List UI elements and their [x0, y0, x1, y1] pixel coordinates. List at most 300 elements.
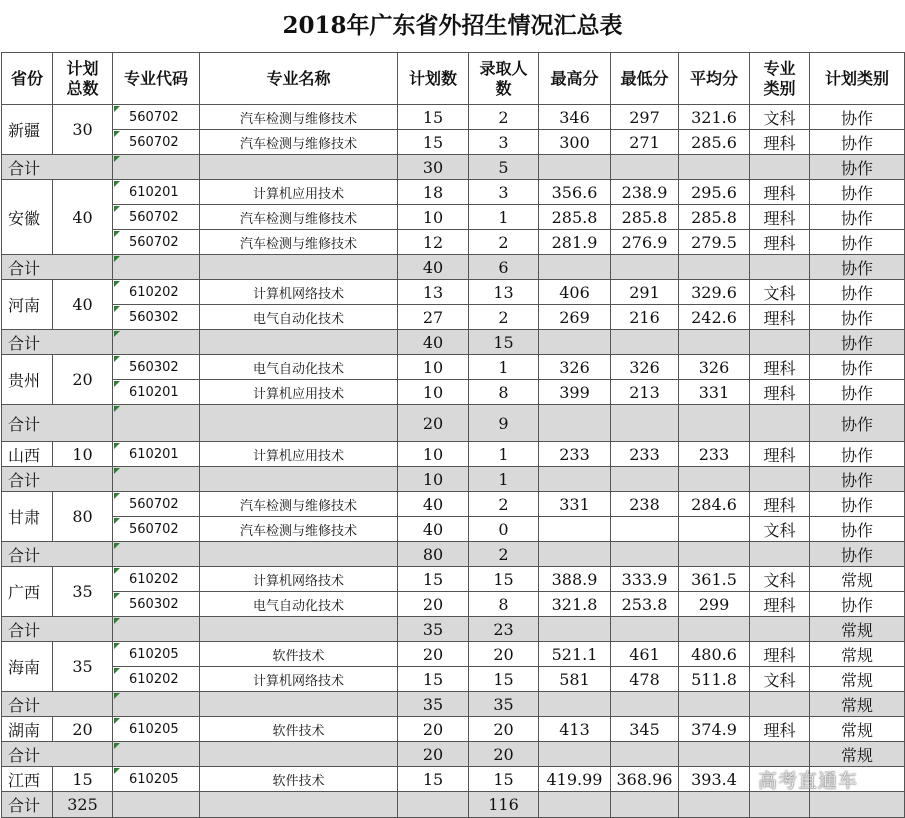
category-cell: 文科 [750, 280, 810, 305]
major-code-cell: 560702 [113, 517, 200, 542]
subtotal-admitted: 2 [469, 542, 539, 567]
subtotal-plan-type: 协作 [810, 467, 905, 492]
plan-type-cell: 常规 [810, 667, 905, 692]
major-name-cell: 软件技术 [200, 717, 398, 742]
subtotal-category-cell [750, 742, 810, 767]
grand-total-plan: 325 [53, 792, 113, 818]
subtotal-name-cell [200, 742, 398, 767]
admitted-cell: 15 [469, 567, 539, 592]
category-cell: 理科 [750, 180, 810, 205]
table-row [2, 130, 905, 155]
subtotal-row [2, 692, 905, 717]
avg-score-cell: 329.6 [679, 280, 750, 305]
table-row [2, 280, 905, 305]
subtotal-code-cell [113, 255, 200, 280]
subtotal-avg-cell [679, 467, 750, 492]
province-cell: 河南 [2, 280, 53, 330]
avg-score-cell: 393.4 [679, 767, 750, 792]
min-score-cell: 326 [611, 355, 679, 380]
admitted-cell: 13 [469, 280, 539, 305]
admitted-cell: 3 [469, 180, 539, 205]
subtotal-name-cell [200, 542, 398, 567]
max-score-cell: 581 [539, 667, 611, 692]
plan-total-cell: 40 [53, 180, 113, 255]
subtotal-plan-type: 协作 [810, 405, 905, 442]
plan-type-cell: 协作 [810, 442, 905, 467]
min-score-cell: 213 [611, 380, 679, 405]
subtotal-row [2, 255, 905, 280]
category-cell: 理科 [750, 205, 810, 230]
subtotal-admitted: 6 [469, 255, 539, 280]
major-name-cell: 计算机网络技术 [200, 667, 398, 692]
avg-score-cell: 285.6 [679, 130, 750, 155]
plan-cell: 20 [398, 642, 469, 667]
major-name-cell: 汽车检测与维修技术 [200, 205, 398, 230]
plan-type-cell: 协作 [810, 380, 905, 405]
admitted-cell: 2 [469, 492, 539, 517]
admitted-cell: 2 [469, 230, 539, 255]
max-score-cell: 356.6 [539, 180, 611, 205]
avg-score-cell: 326 [679, 355, 750, 380]
plan-total-cell: 20 [53, 717, 113, 742]
subtotal-admitted: 20 [469, 742, 539, 767]
admitted-cell: 8 [469, 592, 539, 617]
grand-total-category-cell [750, 792, 810, 818]
min-score-cell [611, 517, 679, 542]
plan-cell: 15 [398, 130, 469, 155]
grand-total-min-cell [611, 792, 679, 818]
subtotal-plan-type: 协作 [810, 255, 905, 280]
subtotal-admitted: 1 [469, 467, 539, 492]
subtotal-max-cell [539, 617, 611, 642]
table-row [2, 667, 905, 692]
avg-score-cell [679, 517, 750, 542]
admitted-cell: 20 [469, 642, 539, 667]
plan-cell: 13 [398, 280, 469, 305]
subtotal-row [2, 467, 905, 492]
subtotal-name-cell [200, 330, 398, 355]
category-cell: 理科 [750, 717, 810, 742]
major-code-cell: 560302 [113, 592, 200, 617]
subtotal-plan: 20 [398, 742, 469, 767]
category-cell: 文科 [750, 567, 810, 592]
header-province: 省份 [2, 53, 53, 105]
plan-type-cell: 协作 [810, 305, 905, 330]
subtotal-max-cell [539, 542, 611, 567]
header-category: 专业类别 [750, 53, 810, 105]
subtotal-min-cell [611, 255, 679, 280]
avg-score-cell: 295.6 [679, 180, 750, 205]
max-score-cell: 321.8 [539, 592, 611, 617]
table-row [2, 230, 905, 255]
subtotal-avg-cell [679, 742, 750, 767]
max-score-cell: 346 [539, 105, 611, 130]
max-score-cell: 281.9 [539, 230, 611, 255]
admitted-cell: 2 [469, 105, 539, 130]
table-row [2, 492, 905, 517]
subtotal-code-cell [113, 155, 200, 180]
subtotal-max-cell [539, 405, 611, 442]
province-cell: 海南 [2, 642, 53, 692]
major-code-cell: 560702 [113, 105, 200, 130]
subtotal-plan: 80 [398, 542, 469, 567]
min-score-cell: 333.9 [611, 567, 679, 592]
plan-cell: 15 [398, 105, 469, 130]
header-name: 专业名称 [200, 53, 398, 105]
province-cell: 湖南 [2, 717, 53, 742]
avg-score-cell: 279.5 [679, 230, 750, 255]
subtotal-admitted: 23 [469, 617, 539, 642]
subtotal-max-cell [539, 467, 611, 492]
min-score-cell: 345 [611, 717, 679, 742]
plan-type-cell: 协作 [810, 230, 905, 255]
subtotal-row [2, 155, 905, 180]
plan-cell: 18 [398, 180, 469, 205]
subtotal-row [2, 405, 905, 442]
plan-total-cell: 15 [53, 767, 113, 792]
max-score-cell: 413 [539, 717, 611, 742]
header-plan-type: 计划类别 [810, 53, 905, 105]
subtotal-label: 合计 [2, 467, 113, 492]
min-score-cell: 461 [611, 642, 679, 667]
province-cell: 广西 [2, 567, 53, 617]
subtotal-admitted: 5 [469, 155, 539, 180]
province-cell: 山西 [2, 442, 53, 467]
major-code-cell: 610202 [113, 280, 200, 305]
major-code-cell: 560302 [113, 305, 200, 330]
plan-total-cell: 10 [53, 442, 113, 467]
plan-cell: 40 [398, 492, 469, 517]
min-score-cell: 276.9 [611, 230, 679, 255]
plan-total-cell: 40 [53, 280, 113, 330]
subtotal-min-cell [611, 405, 679, 442]
subtotal-category-cell [750, 155, 810, 180]
subtotal-plan-type: 常规 [810, 742, 905, 767]
category-cell: 文科 [750, 105, 810, 130]
category-cell: 理科 [750, 130, 810, 155]
admitted-cell: 2 [469, 305, 539, 330]
admission-summary-table [1, 52, 905, 818]
max-score-cell [539, 517, 611, 542]
min-score-cell: 253.8 [611, 592, 679, 617]
category-cell: 文科 [750, 517, 810, 542]
grand-total-plan-cell [398, 792, 469, 818]
table-row [2, 442, 905, 467]
subtotal-label: 合计 [2, 255, 113, 280]
min-score-cell: 478 [611, 667, 679, 692]
admitted-cell: 8 [469, 380, 539, 405]
subtotal-max-cell [539, 692, 611, 717]
table-row [2, 380, 905, 405]
plan-cell: 10 [398, 355, 469, 380]
major-name-cell: 汽车检测与维修技术 [200, 130, 398, 155]
subtotal-row [2, 742, 905, 767]
max-score-cell: 285.8 [539, 205, 611, 230]
grand-total-admitted: 116 [469, 792, 539, 818]
grand-total-label: 合计 [2, 792, 53, 818]
major-code-cell: 610201 [113, 442, 200, 467]
plan-cell: 40 [398, 517, 469, 542]
plan-cell: 15 [398, 567, 469, 592]
grand-total-name-cell [200, 792, 398, 818]
max-score-cell: 406 [539, 280, 611, 305]
subtotal-code-cell [113, 467, 200, 492]
subtotal-max-cell [539, 255, 611, 280]
subtotal-row [2, 542, 905, 567]
table-row [2, 642, 905, 667]
subtotal-plan: 40 [398, 330, 469, 355]
major-name-cell: 计算机网络技术 [200, 280, 398, 305]
plan-total-cell: 35 [53, 642, 113, 692]
grand-total-avg-cell [679, 792, 750, 818]
category-cell: 理科 [750, 380, 810, 405]
max-score-cell: 300 [539, 130, 611, 155]
table-row [2, 180, 905, 205]
plan-cell: 10 [398, 205, 469, 230]
major-name-cell: 汽车检测与维修技术 [200, 105, 398, 130]
category-cell: 理科 [750, 305, 810, 330]
subtotal-plan: 30 [398, 155, 469, 180]
subtotal-code-cell [113, 330, 200, 355]
plan-total-cell: 20 [53, 355, 113, 405]
header-plan: 计划数 [398, 53, 469, 105]
avg-score-cell: 361.5 [679, 567, 750, 592]
plan-type-cell: 协作 [810, 592, 905, 617]
subtotal-avg-cell [679, 542, 750, 567]
subtotal-category-cell [750, 617, 810, 642]
max-score-cell: 269 [539, 305, 611, 330]
subtotal-plan: 35 [398, 692, 469, 717]
plan-type-cell: 协作 [810, 130, 905, 155]
min-score-cell: 285.8 [611, 205, 679, 230]
table-row [2, 105, 905, 130]
min-score-cell: 271 [611, 130, 679, 155]
major-code-cell: 560702 [113, 130, 200, 155]
subtotal-label: 合计 [2, 742, 113, 767]
major-code-cell: 610205 [113, 717, 200, 742]
avg-score-cell: 299 [679, 592, 750, 617]
page-title: 2018年广东省外招生情况汇总表 [282, 12, 623, 39]
subtotal-min-cell [611, 155, 679, 180]
category-cell: 理科 [750, 355, 810, 380]
plan-cell: 15 [398, 767, 469, 792]
plan-total-cell: 35 [53, 567, 113, 617]
subtotal-plan-type: 常规 [810, 617, 905, 642]
min-score-cell: 291 [611, 280, 679, 305]
grand-total-row [2, 792, 905, 818]
subtotal-code-cell [113, 405, 200, 442]
plan-cell: 15 [398, 667, 469, 692]
subtotal-max-cell [539, 155, 611, 180]
header-admitted: 录取人数 [469, 53, 539, 105]
subtotal-plan-type: 协作 [810, 330, 905, 355]
subtotal-plan: 10 [398, 467, 469, 492]
category-cell: 理科 [750, 442, 810, 467]
subtotal-label: 合计 [2, 330, 113, 355]
major-code-cell: 610205 [113, 642, 200, 667]
admitted-cell: 1 [469, 205, 539, 230]
major-name-cell: 电气自动化技术 [200, 305, 398, 330]
max-score-cell: 388.9 [539, 567, 611, 592]
plan-total-cell: 30 [53, 105, 113, 155]
major-name-cell: 软件技术 [200, 767, 398, 792]
province-cell: 江西 [2, 767, 53, 792]
subtotal-label: 合计 [2, 155, 113, 180]
subtotal-avg-cell [679, 330, 750, 355]
subtotal-plan: 35 [398, 617, 469, 642]
province-cell: 甘肃 [2, 492, 53, 542]
subtotal-name-cell [200, 467, 398, 492]
major-name-cell: 汽车检测与维修技术 [200, 492, 398, 517]
category-cell: 理科 [750, 592, 810, 617]
subtotal-row [2, 617, 905, 642]
subtotal-name-cell [200, 692, 398, 717]
subtotal-code-cell [113, 692, 200, 717]
avg-score-cell: 285.8 [679, 205, 750, 230]
subtotal-category-cell [750, 542, 810, 567]
subtotal-admitted: 15 [469, 330, 539, 355]
subtotal-plan: 20 [398, 405, 469, 442]
subtotal-avg-cell [679, 692, 750, 717]
header-row [2, 53, 905, 105]
subtotal-category-cell [750, 467, 810, 492]
subtotal-name-cell [200, 255, 398, 280]
subtotal-label: 合计 [2, 617, 113, 642]
admitted-cell: 20 [469, 717, 539, 742]
table-row [2, 567, 905, 592]
subtotal-min-cell [611, 542, 679, 567]
subtotal-code-cell [113, 617, 200, 642]
subtotal-min-cell [611, 467, 679, 492]
table-row [2, 592, 905, 617]
plan-cell: 20 [398, 592, 469, 617]
grand-total-plan-type-cell [810, 792, 905, 818]
admitted-cell: 0 [469, 517, 539, 542]
major-code-cell: 610202 [113, 567, 200, 592]
major-code-cell: 610201 [113, 380, 200, 405]
header-min: 最低分 [611, 53, 679, 105]
subtotal-code-cell [113, 542, 200, 567]
subtotal-plan-type: 协作 [810, 542, 905, 567]
table-row [2, 355, 905, 380]
subtotal-min-cell [611, 742, 679, 767]
max-score-cell: 521.1 [539, 642, 611, 667]
major-code-cell: 610202 [113, 667, 200, 692]
province-cell: 安徽 [2, 180, 53, 255]
category-cell: 文科 [750, 667, 810, 692]
grand-total-max-cell [539, 792, 611, 818]
plan-type-cell: 常规 [810, 642, 905, 667]
subtotal-label: 合计 [2, 405, 113, 442]
table-row [2, 205, 905, 230]
plan-type-cell: 常规 [810, 717, 905, 742]
admitted-cell: 1 [469, 355, 539, 380]
major-code-cell: 560302 [113, 355, 200, 380]
header-code: 专业代码 [113, 53, 200, 105]
min-score-cell: 216 [611, 305, 679, 330]
admitted-cell: 15 [469, 667, 539, 692]
avg-score-cell: 374.9 [679, 717, 750, 742]
subtotal-label: 合计 [2, 542, 113, 567]
plan-cell: 20 [398, 717, 469, 742]
avg-score-cell: 331 [679, 380, 750, 405]
admitted-cell: 3 [469, 130, 539, 155]
max-score-cell: 399 [539, 380, 611, 405]
subtotal-label: 合计 [2, 692, 113, 717]
min-score-cell: 238.9 [611, 180, 679, 205]
subtotal-category-cell [750, 330, 810, 355]
subtotal-avg-cell [679, 155, 750, 180]
subtotal-plan-type: 协作 [810, 155, 905, 180]
plan-cell: 12 [398, 230, 469, 255]
major-name-cell: 软件技术 [200, 642, 398, 667]
header-max: 最高分 [539, 53, 611, 105]
plan-type-cell: 协作 [810, 517, 905, 542]
grand-total-code-cell [113, 792, 200, 818]
table-row [2, 305, 905, 330]
subtotal-code-cell [113, 742, 200, 767]
plan-type-cell: 协作 [810, 355, 905, 380]
province-cell: 贵州 [2, 355, 53, 405]
plan-cell: 10 [398, 442, 469, 467]
plan-type-cell: 协作 [810, 180, 905, 205]
plan-type-cell: 协作 [810, 105, 905, 130]
subtotal-max-cell [539, 330, 611, 355]
major-name-cell: 计算机网络技术 [200, 567, 398, 592]
subtotal-avg-cell [679, 405, 750, 442]
watermark: 高考直通车 [758, 770, 859, 792]
plan-total-cell: 80 [53, 492, 113, 542]
major-name-cell: 汽车检测与维修技术 [200, 230, 398, 255]
subtotal-name-cell [200, 155, 398, 180]
subtotal-admitted: 35 [469, 692, 539, 717]
major-code-cell: 610205 [113, 767, 200, 792]
avg-score-cell: 480.6 [679, 642, 750, 667]
major-name-cell: 计算机应用技术 [200, 442, 398, 467]
province-cell: 新疆 [2, 105, 53, 155]
subtotal-admitted: 9 [469, 405, 539, 442]
subtotal-min-cell [611, 330, 679, 355]
subtotal-avg-cell [679, 617, 750, 642]
admitted-cell: 15 [469, 767, 539, 792]
category-cell: 理科 [750, 230, 810, 255]
plan-type-cell: 协作 [810, 492, 905, 517]
subtotal-category-cell [750, 405, 810, 442]
avg-score-cell: 242.6 [679, 305, 750, 330]
avg-score-cell: 284.6 [679, 492, 750, 517]
plan-type-cell: 协作 [810, 280, 905, 305]
min-score-cell: 233 [611, 442, 679, 467]
table-row [2, 517, 905, 542]
plan-cell: 27 [398, 305, 469, 330]
table-row [2, 717, 905, 742]
max-score-cell: 233 [539, 442, 611, 467]
major-name-cell: 计算机应用技术 [200, 380, 398, 405]
major-name-cell: 计算机应用技术 [200, 180, 398, 205]
avg-score-cell: 233 [679, 442, 750, 467]
plan-type-cell: 常规 [810, 567, 905, 592]
subtotal-name-cell [200, 617, 398, 642]
category-cell: 理科 [750, 642, 810, 667]
subtotal-min-cell [611, 692, 679, 717]
subtotal-name-cell [200, 405, 398, 442]
subtotal-max-cell [539, 742, 611, 767]
major-code-cell: 610201 [113, 180, 200, 205]
major-name-cell: 汽车检测与维修技术 [200, 517, 398, 542]
min-score-cell: 238 [611, 492, 679, 517]
min-score-cell: 368.96 [611, 767, 679, 792]
major-name-cell: 电气自动化技术 [200, 355, 398, 380]
